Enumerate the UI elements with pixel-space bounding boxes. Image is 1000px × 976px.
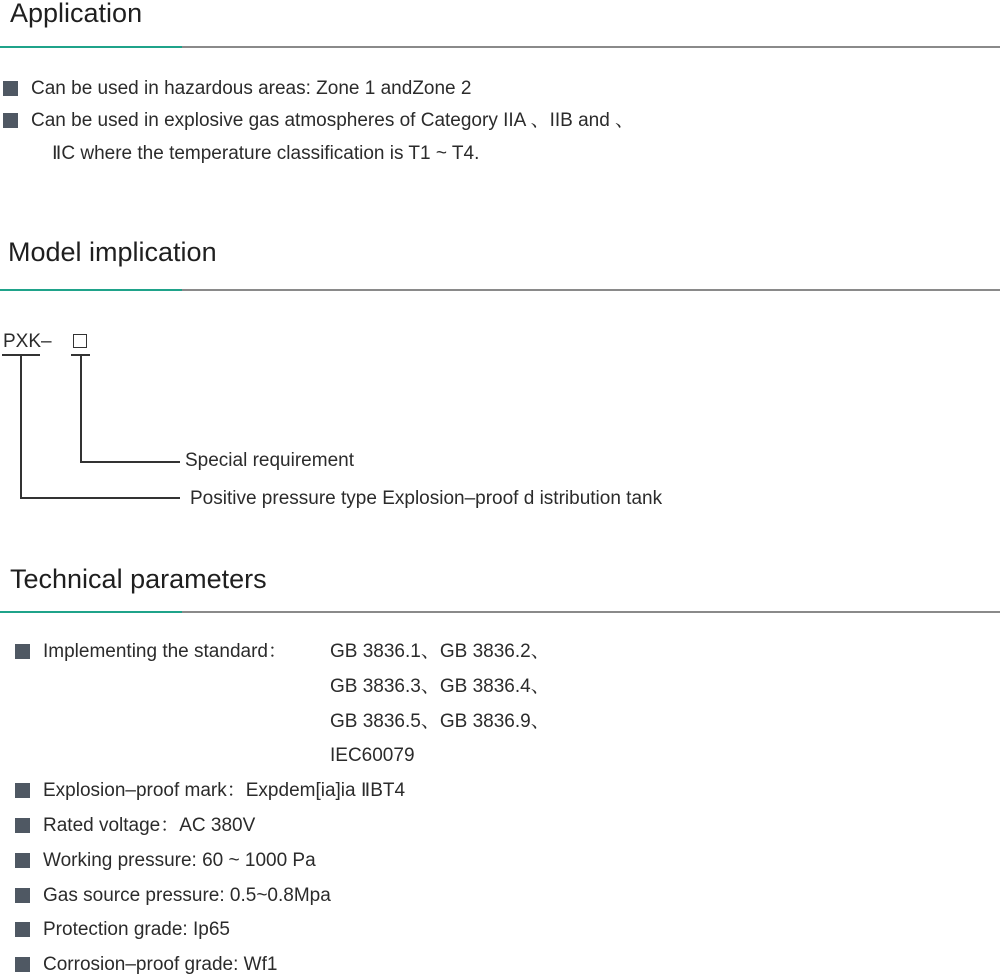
standard-line: IEC60079 xyxy=(330,745,415,766)
special-requirement-label: Special requirement xyxy=(185,450,354,471)
model-divider xyxy=(0,289,1000,291)
leader-line-type-horizontal xyxy=(20,497,180,499)
parameter-item: Rated voltage：AC 380V xyxy=(43,815,256,836)
application-item: Can be used in explosive gas atmospheres of Category IIA 、IIB and 、 xyxy=(31,110,635,131)
square-bullet-icon xyxy=(15,957,30,972)
square-bullet-icon xyxy=(3,81,18,96)
accent-bar xyxy=(0,611,182,613)
placeholder-box-icon xyxy=(73,334,87,348)
square-bullet-icon xyxy=(3,113,18,128)
technical-heading: Technical parameters xyxy=(10,564,267,594)
application-divider xyxy=(0,46,1000,48)
leader-line-type-vertical xyxy=(20,355,22,498)
type-label: Positive pressure type Explosion–proof d istribution tank xyxy=(190,488,663,509)
accent-bar xyxy=(0,289,182,291)
parameter-item: Explosion–proof mark：Expdem[ia]ia ⅡBT4 xyxy=(43,780,406,801)
parameter-item: Gas source pressure: 0.5~0.8Mpa xyxy=(43,885,331,906)
technical-divider xyxy=(0,611,1000,613)
parameter-item: Corrosion–proof grade: Wf1 xyxy=(43,954,278,975)
square-bullet-icon xyxy=(15,853,30,868)
square-bullet-icon xyxy=(15,888,30,903)
leader-line-special-vertical xyxy=(80,355,82,462)
model-heading: Model implication xyxy=(8,237,217,267)
parameter-item: Protection grade: Ip65 xyxy=(43,919,230,940)
application-item-continuation: ⅡC where the temperature classification is T1 ~ T4. xyxy=(52,143,480,164)
leader-line-special-horizontal xyxy=(80,461,180,463)
square-bullet-icon xyxy=(15,644,30,659)
standard-line: GB 3836.1、GB 3836.2、 xyxy=(330,641,550,662)
application-heading: Application xyxy=(10,0,143,28)
accent-bar xyxy=(0,46,182,48)
square-bullet-icon xyxy=(15,783,30,798)
standard-line: GB 3836.5、GB 3836.9、 xyxy=(330,711,550,732)
model-code: PXK– xyxy=(3,331,52,352)
application-item: Can be used in hazardous areas: Zone 1 andZone 2 xyxy=(31,78,472,99)
standard-label: Implementing the standard： xyxy=(43,641,287,662)
standard-line: GB 3836.3、GB 3836.4、 xyxy=(330,676,550,697)
parameter-item: Working pressure: 60 ~ 1000 Pa xyxy=(43,850,316,871)
square-bullet-icon xyxy=(15,922,30,937)
square-bullet-icon xyxy=(15,818,30,833)
